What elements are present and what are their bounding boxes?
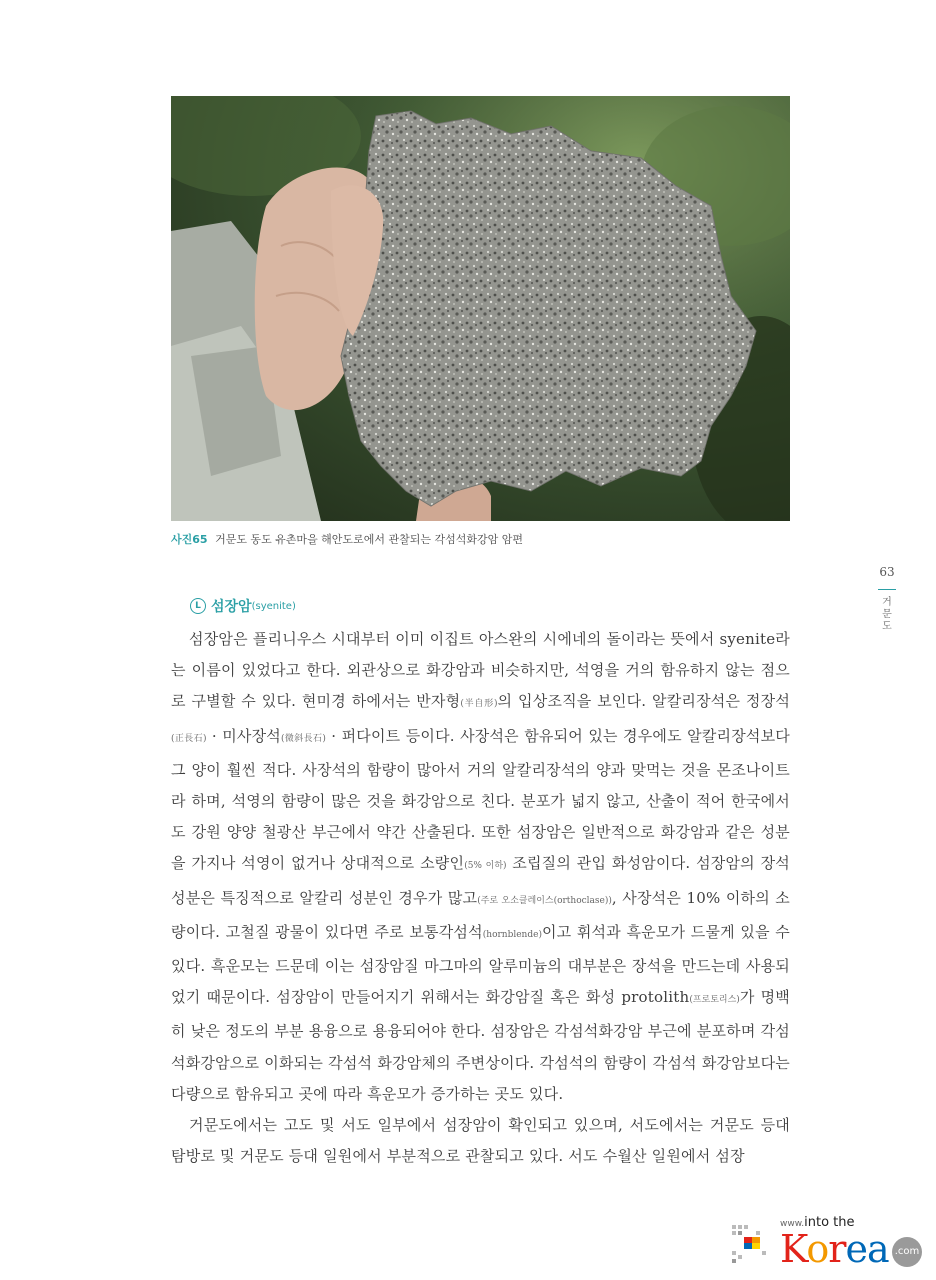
- heading-marker-icon: L: [190, 598, 206, 614]
- inline-note: (프로토리스): [689, 995, 740, 1006]
- text-run: 의 입상조직을 보인다. 알칼리장석은 정장석: [497, 692, 791, 711]
- hanja-note: (正長石): [171, 733, 207, 744]
- figure-caption-text: 거문도 동도 유촌마을 해안도로에서 관찰되는 각섬석화강암 암편: [215, 533, 523, 546]
- logo-letter: o: [806, 1227, 829, 1271]
- hanja-note: (微斜長石): [281, 733, 326, 744]
- inline-note: (hornblende): [482, 929, 542, 940]
- paragraph-2: 거문도에서는 고도 및 서도 일부에서 섬장암이 확인되고 있으며, 서도에서는 거문도 등대 탐방로 및 거문도 등대 일원에서 부분적으로 관찰되고 있다. 서도 수월산 일원에서 섬장: [171, 1116, 790, 1166]
- paragraph-1: [171, 624, 790, 1110]
- figure-caption: [171, 531, 523, 547]
- logo-brand: [780, 1227, 889, 1271]
- hanja-note: (半自形): [460, 699, 498, 710]
- page-divider: [878, 589, 896, 590]
- logo-letter: a: [866, 1227, 889, 1271]
- text-run: 조립질의 관입 화성암이다. 섬장암의 장석 성분은 특징적으로 알칼리 성분인 경우가 많고: [171, 854, 790, 907]
- logo-letter: r: [828, 1227, 846, 1271]
- body-text: [171, 624, 790, 1172]
- inline-note: (5% 이하): [464, 861, 507, 872]
- logo-letter: e: [845, 1227, 867, 1271]
- logo-letter: K: [780, 1227, 807, 1271]
- figure-number: 사진65: [171, 533, 208, 546]
- section-label: 거문도: [882, 597, 892, 632]
- heading-title: 섬장암: [211, 599, 252, 615]
- logo-dotcom-badge: .com: [892, 1237, 922, 1267]
- text-run: · 미사장석: [206, 726, 281, 745]
- into-the-korea-logo: [730, 1213, 930, 1275]
- logo-grid-icon: [732, 1225, 766, 1265]
- logo-into-the: into the: [804, 1215, 855, 1230]
- text-run: 섬장암은 플리니우스 시대부터 이미 이집트 아스완의 시에네의 돌이라는 뜻에서 syenite라는 이름이 있었다고 한다. 외관상으로 화강암과 비슷하지만, 석영을 거의 함유하지 않는 점으로 구별할 수 있다. 현미경 하에서는 반자형: [171, 630, 790, 711]
- section-heading: [190, 596, 296, 616]
- rock-photograph: [171, 96, 790, 521]
- page-number: 63: [879, 565, 895, 579]
- logo-www-prefix: www.: [780, 1219, 805, 1229]
- inline-note: (주로 오소클레이스(orthoclase)): [477, 895, 612, 906]
- text-run: 가 명백히 낮은 정도의 부분 용융으로 용융되어야 한다. 섬장암은 각섬석화강암 부근에 분포하며 각섬석화강암으로 이화되는 각섬석 화강암체의 주변상이다. 각섬석의 함량이 각섬석 화강암보다는 다량으로 함유되고 곳에 따라 흑운모가 증가하는 곳도 있다.: [171, 988, 790, 1103]
- text-run: · 퍼다이트 등이다. 사장석은 함유되어 있는 경우에도 알칼리장석보다 그 양이 훨씬 적다. 사장석의 함량이 많아서 거의 알칼리장석의 양과 맞먹는 것을 몬조나이트라 하며, 석영의 함량이 많은 것을 화강암으로 친다. 분포가 넓지 않고, 산출이 적어 한국에서도 강원 양양 철광산 부근에서 약간 산출된다. 또한 섬장암은 일반적으로 화강암과 같은 성분을 가지나 석영이 없거나 상대적으로 소량인: [171, 726, 790, 873]
- text-run: , 사장석은 10% 이하의 소량이다. 고철질 광물이 있다면 주로 보통각섬석: [171, 888, 791, 941]
- rock-photo-drawing: [171, 96, 790, 521]
- heading-latin-name: (syenite): [251, 600, 296, 612]
- text-run: 이고 휘석과 흑운모가 드물게 있을 수 있다. 흑운모는 드문데 이는 섬장암질 마그마의 알루미늄의 대부분은 장석을 만드는데 사용되었기 때문이다. 섬장암이 만들어지기 위해서는 화강암질 혹은 화성 protolith: [171, 922, 790, 1007]
